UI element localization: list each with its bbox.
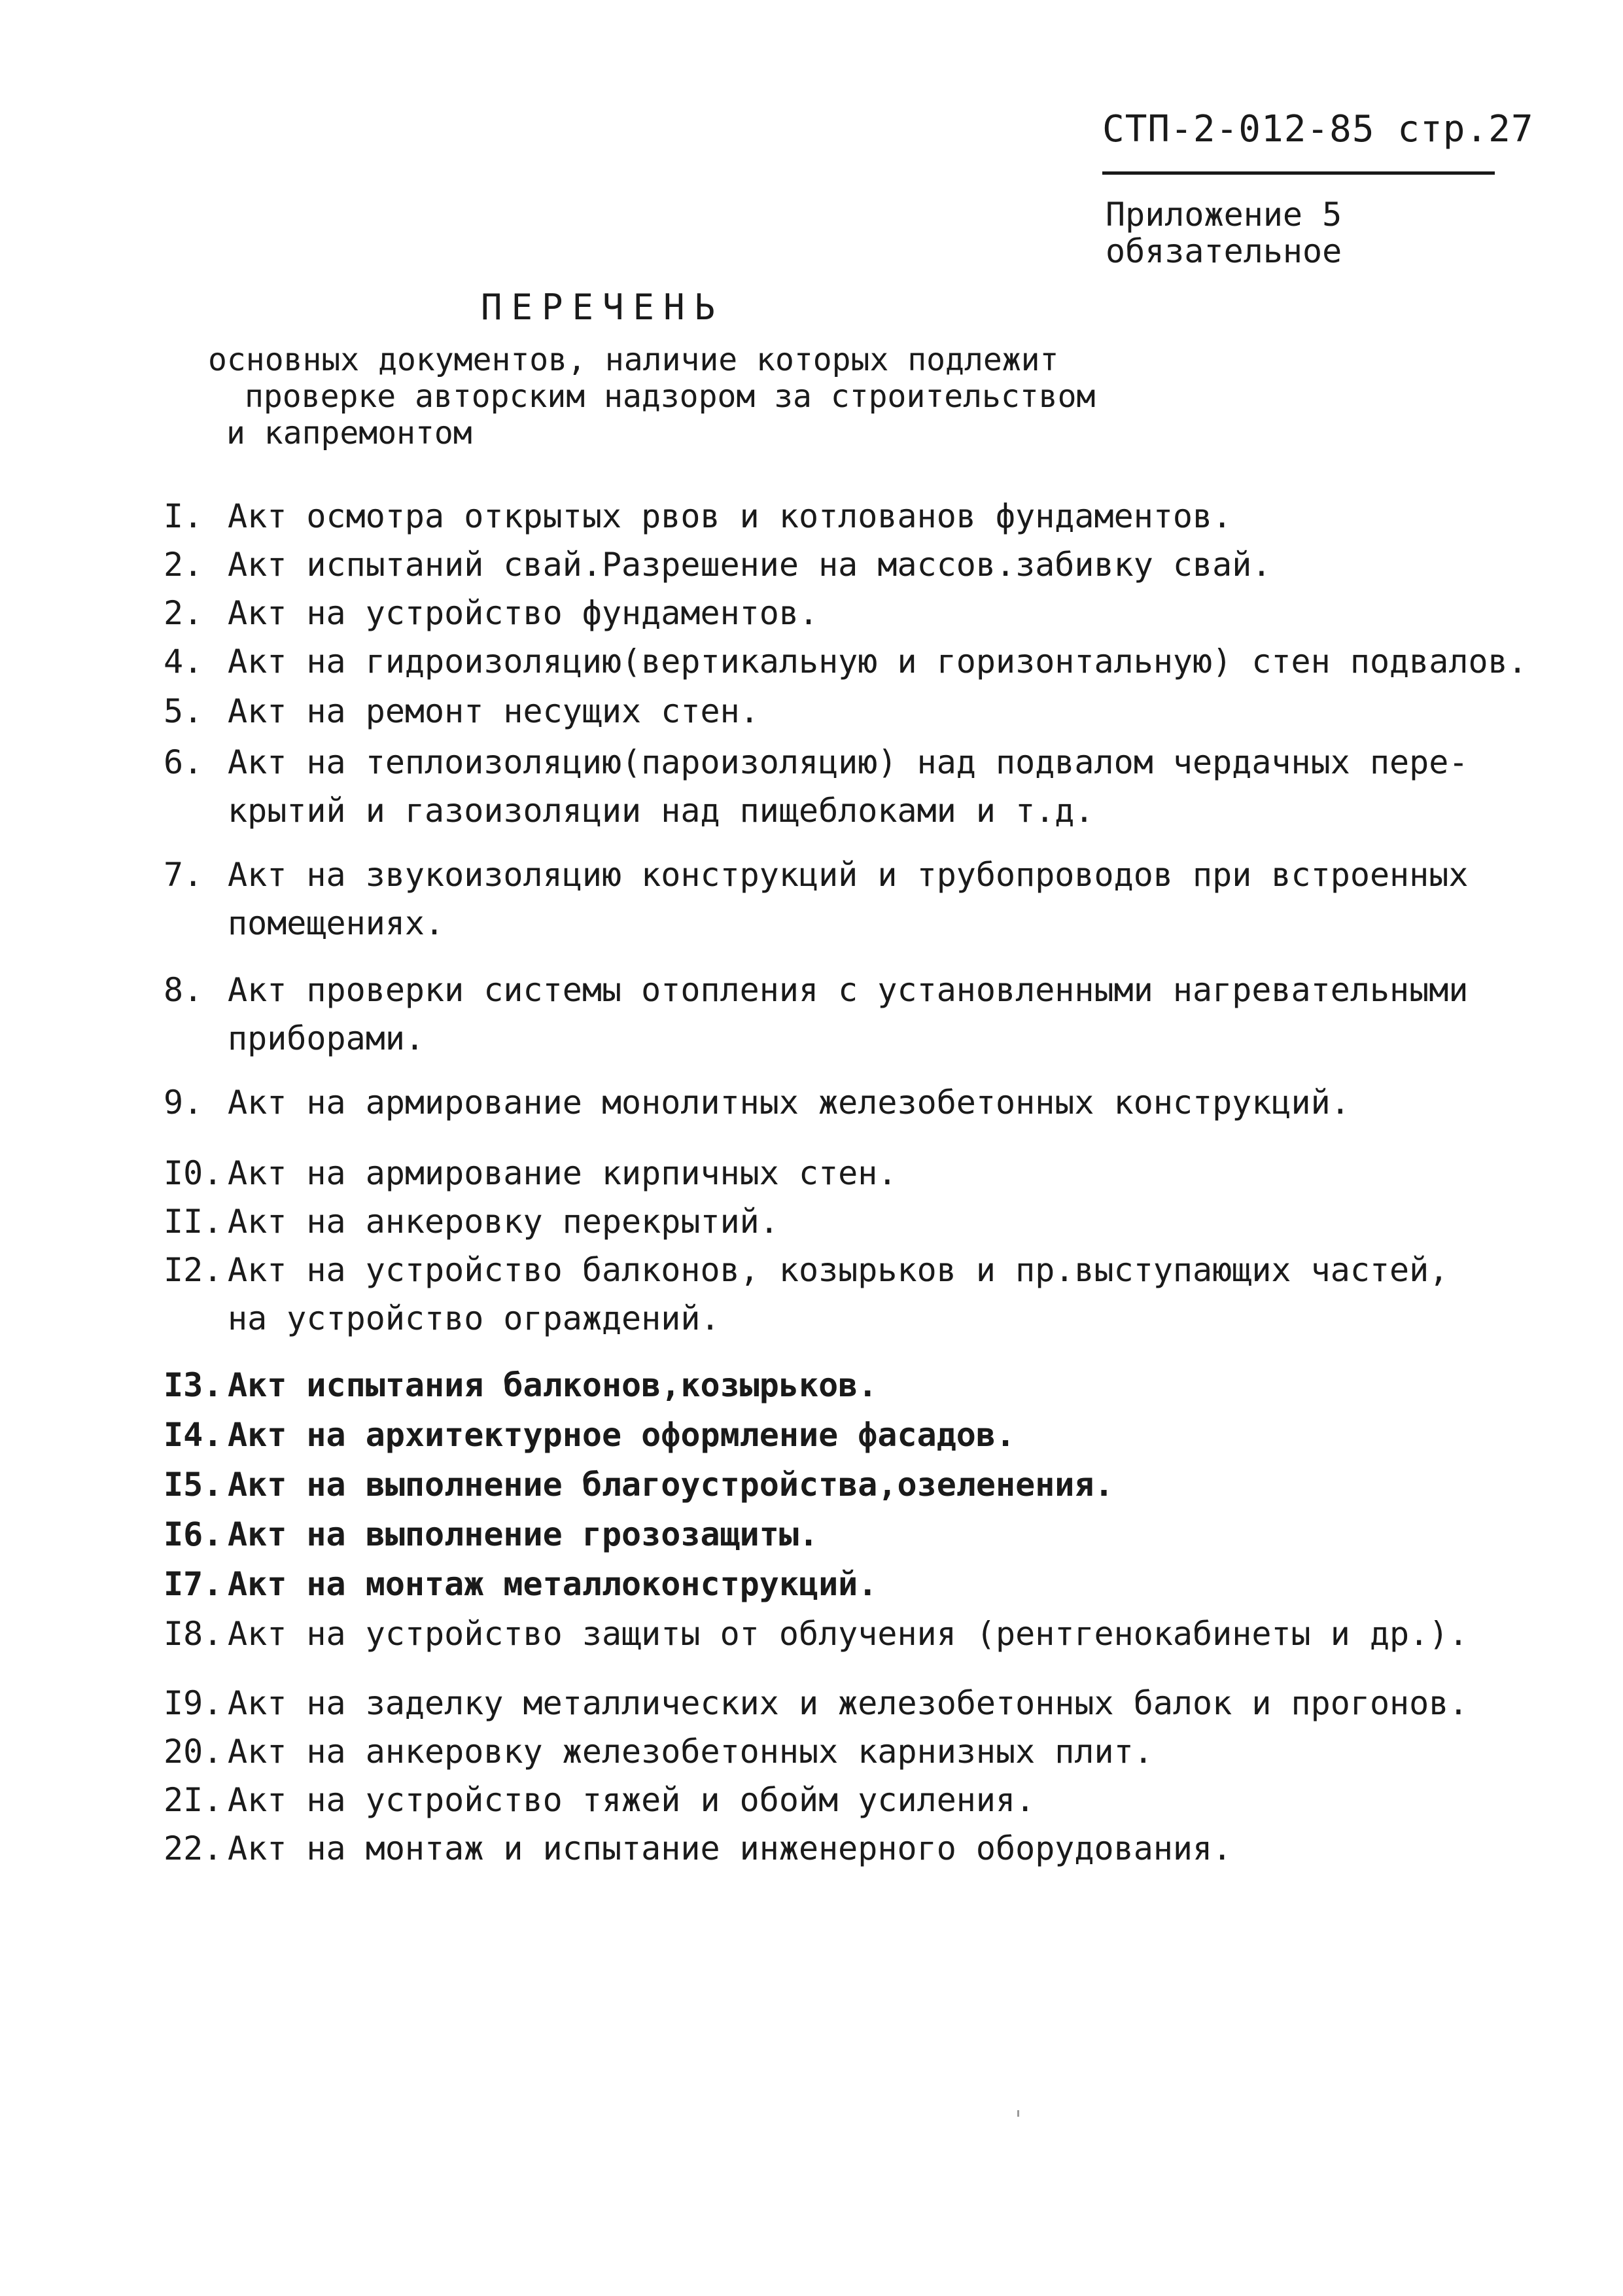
item-text: Акт на заделку металлических и железобетонных балок и прогонов. [228, 1684, 1469, 1722]
item-number: II. [164, 1203, 223, 1241]
item-text: Акт на устройство защиты от облучения (рентгенокабинеты и др.). [228, 1615, 1469, 1653]
list-item [164, 492, 1232, 540]
item-text: Акт на архитектурное оформление фасадов. [228, 1416, 1016, 1454]
list-item [164, 1460, 1114, 1509]
item-text: Акт на устройство тяжей и обойм усиления. [228, 1781, 1036, 1819]
document-code: СТП-2-012-85 стр.27 [1102, 108, 1534, 150]
item-text-continued: на устройство ограждений. [228, 1299, 720, 1337]
item-text: Акт на монтаж металлоконструкций. [228, 1565, 878, 1603]
subtitle-line: основных документов, наличие которых подлежит [208, 342, 1059, 378]
item-text: Акт на выполнение грозозащиты. [228, 1515, 819, 1553]
item-number: I8. [164, 1615, 223, 1653]
subtitle-line: проверке авторским надзором за строительством [245, 378, 1096, 415]
scan-artifact [1017, 2110, 1019, 2117]
item-number: I9. [164, 1684, 223, 1722]
item-number: I0. [164, 1154, 223, 1192]
list-item [164, 738, 1468, 835]
page-subtitle [208, 342, 1095, 451]
item-number: 2. [164, 546, 203, 584]
list-item [164, 1149, 898, 1197]
item-text-continued: крытий и газоизоляции над пищеблоками и т.д. [228, 792, 1094, 830]
appendix-status: обязательное [1106, 232, 1342, 270]
item-number: I6. [164, 1515, 223, 1553]
item-number: 4. [164, 643, 203, 680]
item-text: Акт испытания балконов,козырьков. [228, 1366, 878, 1404]
list-item [164, 966, 1468, 1063]
list-item [164, 1776, 1035, 1824]
item-number: 2I. [164, 1781, 223, 1819]
item-text: Акт на армирование монолитных железобетонных конструкций. [228, 1084, 1350, 1122]
item-text: Акт испытаний свай.Разрешение на массов.забивку свай. [228, 546, 1272, 584]
header-underline [1102, 171, 1495, 175]
item-number: 20. [164, 1733, 223, 1771]
item-text: Акт на устройство фундаментов. [228, 594, 819, 632]
item-text: Акт осмотра открытых рвов и котлованов фундаментов. [228, 497, 1232, 535]
list-item [164, 1679, 1468, 1727]
subtitle-line: и капремонтом [226, 415, 472, 451]
item-number: I2. [164, 1251, 223, 1289]
appendix-label [1106, 196, 1342, 270]
item-text: Акт на монтаж и испытание инженерного оборудования. [228, 1829, 1232, 1867]
list-item [164, 1246, 1448, 1343]
item-number: I3. [164, 1366, 223, 1404]
appendix-number: Приложение 5 [1106, 196, 1342, 234]
list-item [164, 687, 759, 735]
item-number: 2. [164, 594, 203, 632]
page-title: ПЕРЕЧЕНЬ [481, 287, 725, 328]
item-text: Акт на армирование кирпичных стен. [228, 1154, 898, 1192]
item-text: Акт на анкеровку железобетонных карнизных плит. [228, 1733, 1153, 1771]
item-text-continued: приборами. [228, 1019, 425, 1057]
item-number: 9. [164, 1084, 203, 1122]
list-item [164, 851, 1468, 947]
item-text: Акт проверки системы отопления с установленными нагревательными [228, 971, 1469, 1009]
item-number: 7. [164, 856, 203, 894]
item-number: 22. [164, 1829, 223, 1867]
item-text-continued: помещениях. [228, 904, 445, 942]
list-item [164, 1610, 1468, 1658]
list-item [164, 1078, 1350, 1127]
list-item [164, 1197, 779, 1246]
list-item [164, 1510, 818, 1559]
list-item [164, 1560, 877, 1608]
item-text: Акт на ремонт несущих стен. [228, 692, 759, 730]
item-number: I4. [164, 1416, 223, 1454]
list-item [164, 540, 1271, 589]
item-text: Акт на гидроизоляцию(вертикальную и горизонтальную) стен подвалов. [228, 643, 1527, 680]
item-number: I7. [164, 1565, 223, 1603]
item-text: Акт на звукоизоляцию конструкций и трубопроводов при встроенных [228, 856, 1469, 894]
item-number: I5. [164, 1466, 223, 1504]
list-item [164, 1411, 1015, 1459]
item-number: 5. [164, 692, 203, 730]
list-item [164, 1824, 1232, 1873]
list-item [164, 637, 1527, 686]
list-item [164, 589, 818, 637]
item-text: Акт на устройство балконов, козырьков и пр.выступающих частей, [228, 1251, 1449, 1289]
item-number: I. [164, 497, 203, 535]
item-text: Акт на анкеровку перекрытий. [228, 1203, 779, 1241]
list-item [164, 1361, 877, 1409]
item-text: Акт на теплоизоляцию(пароизоляцию) над подвалом чердачных пере- [228, 743, 1469, 781]
list-item [164, 1727, 1153, 1776]
item-number: 8. [164, 971, 203, 1009]
item-text: Акт на выполнение благоустройства,озеленения. [228, 1466, 1114, 1504]
item-number: 6. [164, 743, 203, 781]
